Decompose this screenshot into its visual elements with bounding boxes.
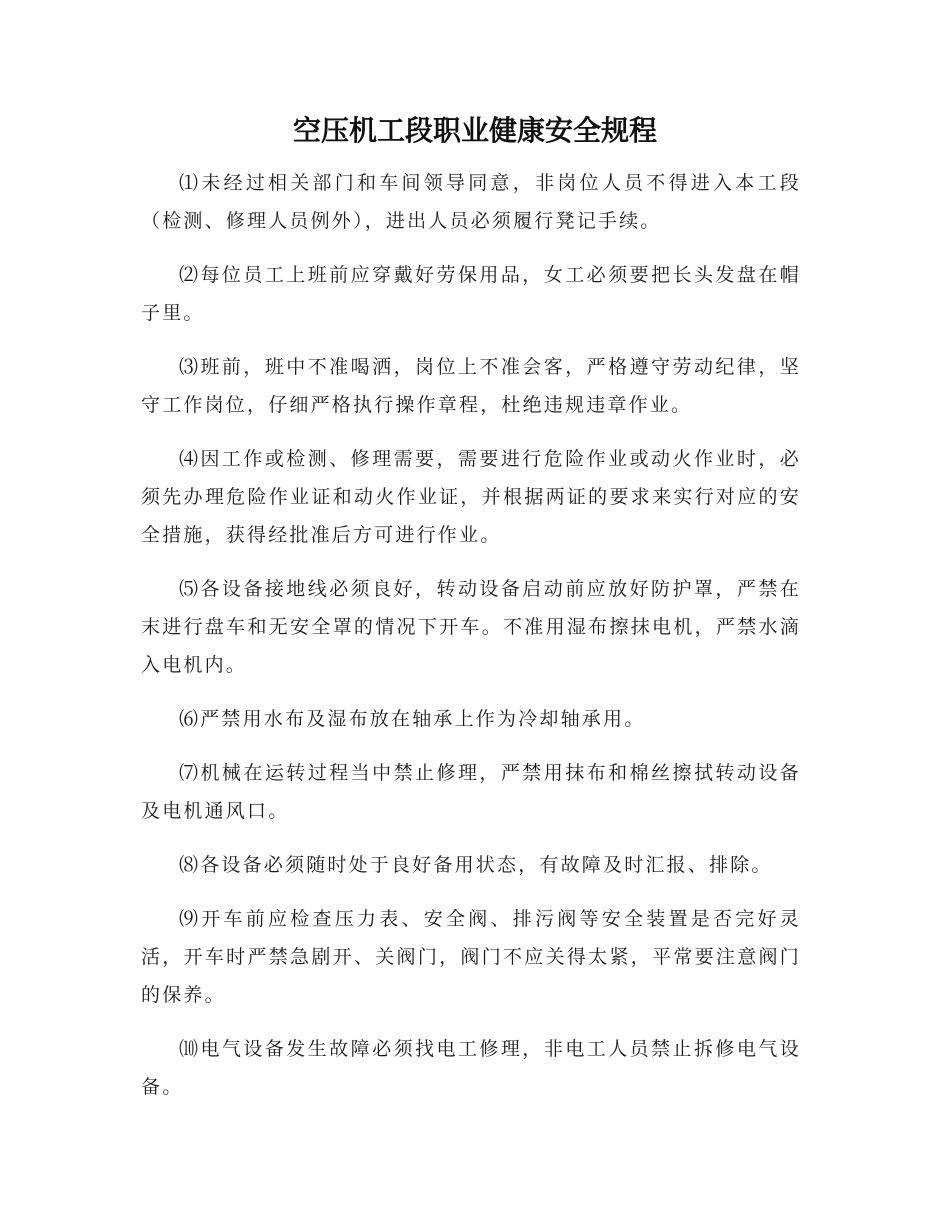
paragraph-4: ⑷因工作或检测、修理需要，需要进行危险作业或动火作业时，必须先办理危险作业证和动火作业证，并根据两证的要求来实行对应的安全措施，获得经批准后方可进行作业。 (141, 448, 801, 546)
document-title: 空压机工段职业健康安全规程 (292, 114, 657, 147)
paragraph-1: ⑴未经过相关部门和车间领导同意，非岗位人员不得进入本工段（检测、修理人员例外），进出人员必须履行凳记手续。 (141, 172, 801, 232)
paragraph-6: ⑹严禁用水布及湿布放在轴承上作为冷却轴承用。 (179, 708, 646, 730)
paragraph-3: ⑶班前，班中不准喝洒，岗位上不准会客，严格遵守劳动纪律，坚守工作岗位，仔细严格执行操作章程，杜绝违规违章作业。 (141, 356, 801, 416)
document-body (141, 164, 801, 1122)
paragraph-7: ⑺机械在运转过程当中禁止修理，严禁用抹布和棉丝擦拭转动设备及电机通风口。 (141, 762, 801, 822)
paragraph-9: ⑼开车前应检查压力表、安全阀、排污阀等安全装置是否完好灵活，开车时严禁急剧开、关阀门，阀门不应关得太紧，平常要注意阀门的保养。 (141, 908, 801, 1006)
paragraph-2: ⑵每位员工上班前应穿戴好劳保用品，女工必须要把长头发盘在帽子里。 (141, 264, 801, 324)
paragraph-10: ⑽电气设备发生故障必须找电工修理，非电工人员禁止拆修电气设备。 (141, 1038, 801, 1098)
paragraph-8: ⑻各设备必须随时处于良好备用状态，有故障及时汇报、排除。 (179, 854, 773, 876)
paragraph-5: ⑸各设备接地线必须良好，转动设备启动前应放好防护罩，严禁在末进行盘车和无安全罩的情况下开车。不准用湿布擦抹电机，严禁水滴入电机内。 (141, 578, 801, 676)
